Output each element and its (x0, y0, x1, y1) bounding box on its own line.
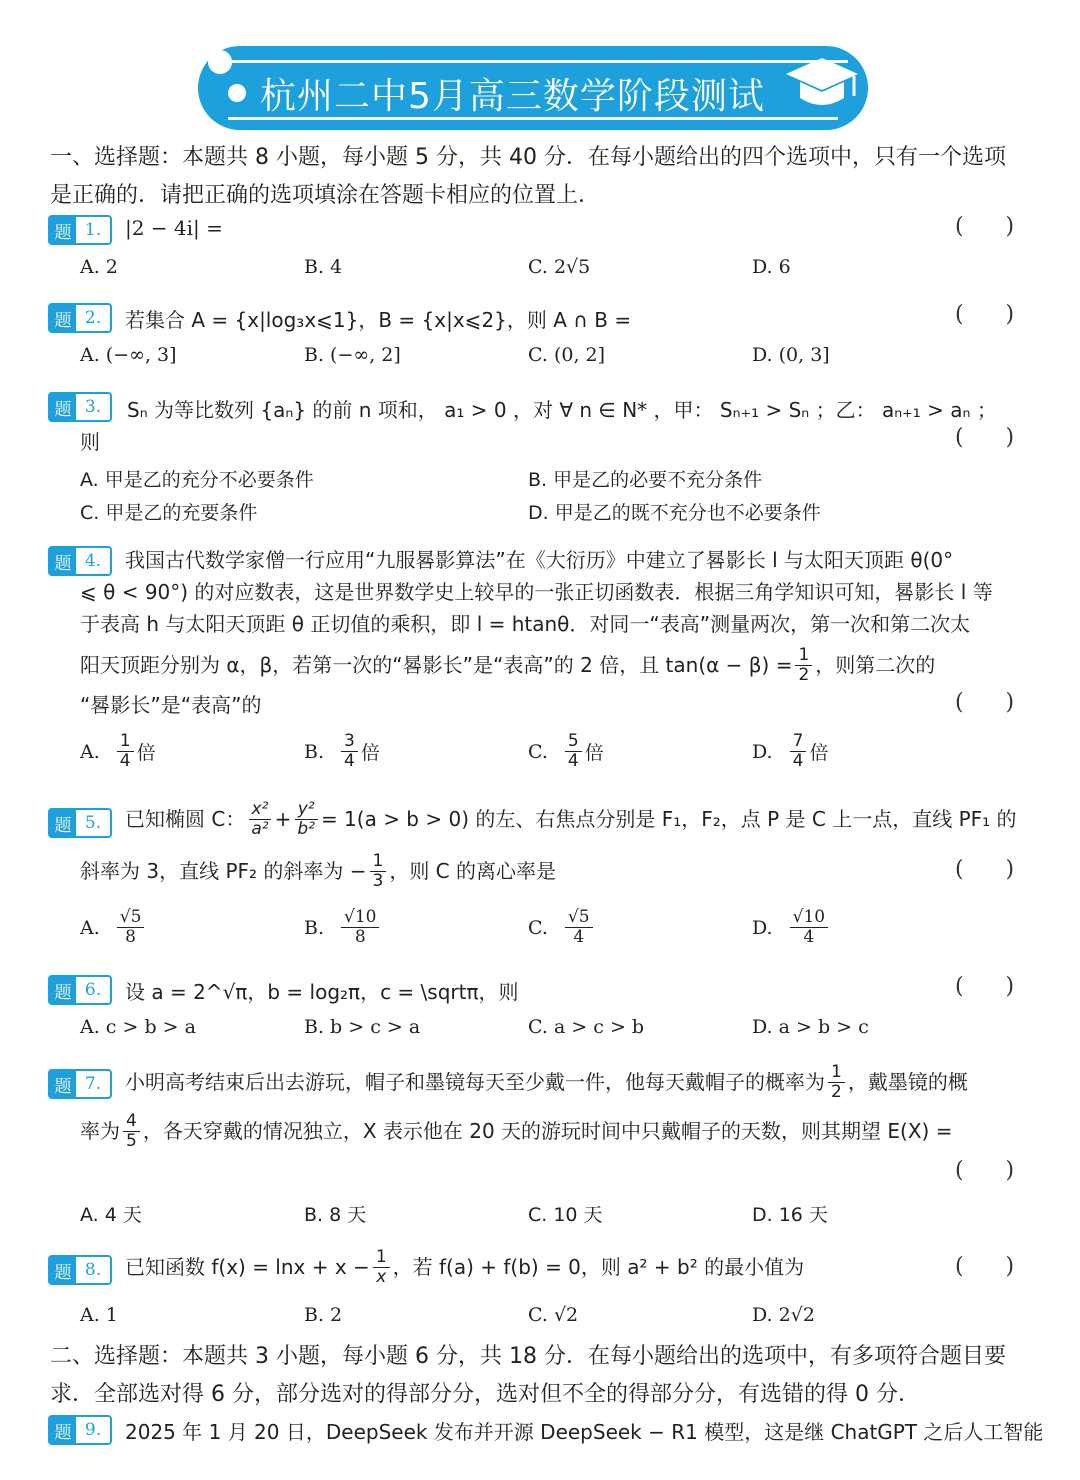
fraction-denominator: 8 (354, 927, 366, 947)
fraction-numerator: x² (249, 800, 272, 820)
option-label: D. (752, 740, 773, 763)
banner-underline (228, 117, 838, 120)
option-a: A. 甲是乙的充分不必要条件 (80, 469, 314, 491)
question-5-line2 (80, 852, 556, 891)
option-label: C. (528, 740, 548, 763)
question-5-text: = 1(a > b > 0) 的左、右焦点分别是 F₁，F₂，点 P 是 C 上一点，直线 PF₁ 的 (320, 807, 1017, 831)
question-number: 8. (84, 1260, 102, 1280)
question-tag (48, 1069, 112, 1099)
option-b: B. 8 天 (304, 1204, 367, 1226)
question-3-stem: Sₙ 为等比数列 {aₙ} 的前 n 项和， a₁ > 0 ，对 ∀ n ∈ N* ，甲： Sₙ₊₁ > Sₙ ；乙： aₙ₊₁ > aₙ ； (127, 398, 997, 422)
fraction-numerator: y² (295, 800, 318, 820)
option-d (752, 908, 831, 947)
question-number: 6. (84, 980, 102, 1000)
question-1-stem: |2 − 4i| = (125, 216, 223, 240)
fraction-denominator: 4 (119, 751, 131, 771)
question-4-line-with-fraction (80, 646, 935, 685)
answer-paren: ( ) (955, 425, 1015, 450)
fraction-numerator: 1 (117, 732, 134, 752)
banner-dot (208, 50, 232, 74)
fraction-denominator: 4 (792, 751, 804, 771)
fraction-denominator: 4 (573, 927, 585, 947)
fraction-y2-b2 (294, 800, 318, 839)
question-4-line: 我国古代数学家僧一行应用“九服晷影算法”在《大衍历》中建立了晷影长 l 与太阳天顶距 θ(0° (125, 548, 954, 572)
question-number: 2. (84, 308, 102, 328)
option-unit: 倍 (809, 742, 829, 764)
question-5-text: ，则 C 的离心率是 (389, 859, 557, 883)
question-7-text: ，各天穿戴的情况独立，X 表示他在 20 天的游玩时间中只戴帽子的天数，则其期望 E(X) = (142, 1119, 953, 1143)
fraction-denominator: 4 (567, 751, 579, 771)
option-fraction (341, 732, 358, 771)
question-4-line: “晷影长”是“表高”的 (80, 693, 262, 717)
fraction-denominator: a² (251, 819, 269, 839)
fraction-numerator: 1 (373, 1248, 390, 1268)
option-fraction (117, 908, 145, 947)
page-title: 杭州二中5月高三数学阶段测试 (260, 76, 765, 117)
tag-char: 题 (50, 977, 76, 1003)
banner-bullet (228, 84, 246, 102)
question-8-stem (125, 1248, 804, 1287)
option-fraction (790, 732, 807, 771)
question-tag (48, 808, 112, 838)
question-tag (48, 975, 112, 1005)
answer-paren: ( ) (955, 1254, 1015, 1279)
question-tag (48, 303, 112, 333)
option-d: D. a > b > c (752, 1016, 869, 1038)
option-fraction (790, 908, 828, 947)
fraction-denominator: 4 (803, 927, 815, 947)
tag-char: 题 (50, 1417, 76, 1443)
fraction-numerator: 1 (370, 852, 387, 872)
option-b: B. 2 (304, 1304, 343, 1326)
answer-paren: ( ) (955, 690, 1015, 715)
option-fraction (117, 732, 134, 771)
option-d: D. 甲是乙的既不充分也不必要条件 (528, 502, 821, 524)
tag-char: 题 (50, 810, 76, 836)
fraction-numerator: √5 (565, 908, 593, 928)
fraction-denominator: 4 (344, 751, 355, 771)
option-label: C. (528, 916, 548, 939)
option-a: A. 4 天 (80, 1204, 142, 1226)
question-number: 5. (84, 813, 102, 833)
option-c (528, 732, 604, 771)
fraction-numerator: 1 (828, 1063, 845, 1083)
question-tag (48, 215, 112, 245)
option-fraction (565, 732, 582, 771)
option-d: D. 6 (752, 256, 791, 278)
option-b: B. (−∞, 2] (304, 344, 401, 366)
option-unit: 倍 (136, 742, 156, 764)
answer-paren: ( ) (955, 1158, 1015, 1183)
answer-paren: ( ) (955, 302, 1015, 327)
option-label: B. (304, 740, 325, 763)
question-number: 1. (84, 220, 102, 240)
question-4-line: 于表高 h 与太阳天顶距 θ 正切值的乘积，即 l = htanθ．对同一“表高”测量两次，第一次和第二次太 (80, 612, 971, 636)
question-9-stem: 2025 年 1 月 20 日，DeepSeek 发布并开源 DeepSeek − R1 模型，这是继 ChatGPT 之后人工智能 (125, 1420, 1044, 1444)
option-d: D. 16 天 (752, 1204, 828, 1226)
question-5-line1: 已知椭圆 C： $\frac{\text{x²}}{\text{a²}}$ + $\frac{\text{y²}}{\text{b²}}$ = 1(a > b > 0) 的左、右焦点分别是 F₁，F₂，点 P 是 C 上一点，直线 PF₁ 的 (125, 799, 1017, 839)
tag-char: 题 (50, 217, 76, 243)
fraction-one-over-x (373, 1248, 390, 1287)
fraction-numerator: 4 (123, 1112, 140, 1132)
question-7-text: 小明高考结束后出去游玩，帽子和墨镜每天至少戴一件，他每天戴帽子的概率为 (125, 1070, 825, 1094)
option-c: C. 甲是乙的充要条件 (80, 502, 258, 524)
fraction-numerator: 3 (341, 732, 358, 752)
option-b: B. 4 (304, 256, 343, 278)
question-7-text: ，戴墨镜的概 (847, 1070, 968, 1094)
question-4-line: ⩽ θ < 90°) 的对应数表，这是世界数学史上较早的一张正切函数表．根据三角学知识可知，晷影长 l 等 (80, 580, 993, 604)
option-a: A. 2 (80, 256, 118, 278)
question-4-line-text: ，则第二次的 (815, 653, 936, 677)
answer-paren: ( ) (955, 214, 1015, 239)
fraction-numerator: √10 (341, 908, 379, 928)
option-c: C. a > c > b (528, 1016, 645, 1038)
option-a (80, 908, 147, 947)
question-4-line-text: 阳天顶距分别为 α，β，若第一次的“晷影长”是“表高”的 2 倍，且 tan(α − β) = (80, 653, 793, 677)
fraction-four-fifths (123, 1112, 140, 1151)
fraction-numerator: √5 (117, 908, 145, 928)
question-tag (48, 392, 112, 422)
option-c: C. 10 天 (528, 1204, 603, 1226)
option-b (304, 908, 382, 947)
title-banner (198, 46, 868, 130)
question-7-line1 (125, 1063, 968, 1102)
option-c: C. (0, 2] (528, 344, 606, 366)
question-5-text: 已知椭圆 C： (125, 807, 246, 831)
question-tag (48, 1255, 112, 1285)
graduation-cap-icon (784, 52, 860, 118)
option-d (752, 732, 828, 771)
question-7-text: 率为 (80, 1119, 120, 1143)
question-2-stem: 若集合 A = {x|log₃x⩽1}，B = {x|x⩽2}，则 A ∩ B = (125, 308, 632, 332)
fraction-denominator: 2 (831, 1082, 842, 1102)
tag-char: 题 (50, 1257, 76, 1283)
question-tag (48, 546, 112, 576)
option-label: A. (80, 740, 100, 763)
option-a (80, 732, 156, 771)
fraction-denominator: x (376, 1267, 387, 1287)
option-fraction (565, 908, 593, 947)
question-number: 4. (84, 551, 102, 571)
option-b: B. b > c > a (304, 1016, 421, 1038)
fraction-denominator: 2 (798, 665, 810, 685)
question-7-line2 (80, 1112, 952, 1151)
fraction-numerator: √10 (790, 908, 828, 928)
fraction-denominator: 8 (125, 927, 136, 947)
tag-char: 题 (50, 394, 76, 420)
fraction-numerator: 1 (795, 646, 812, 666)
banner-line (218, 60, 848, 63)
option-d: D. (0, 3] (752, 344, 830, 366)
question-8-text: 已知函数 f(x) = lnx + x − (125, 1255, 370, 1279)
option-b (304, 732, 380, 771)
option-label: D. (752, 916, 773, 939)
question-3-stem-end: 则 (80, 430, 100, 454)
question-number: 7. (84, 1074, 102, 1094)
tag-char: 题 (50, 548, 76, 574)
answer-paren: ( ) (955, 857, 1015, 882)
question-number: 9. (84, 1420, 102, 1440)
fraction-one-half (828, 1063, 845, 1102)
fraction-denominator: 5 (126, 1131, 137, 1151)
fraction-denominator: 3 (372, 871, 384, 891)
answer-paren: ( ) (955, 974, 1015, 999)
question-6-stem: 设 a = 2^√π，b = log₂π，c = \sqrtπ，则 (125, 980, 519, 1004)
fraction-one-half (795, 646, 812, 685)
option-label: A. (80, 916, 100, 939)
option-d: D. 2√2 (752, 1304, 815, 1326)
fraction-numerator: 7 (790, 732, 807, 752)
question-8-text: ，若 f(a) + f(b) = 0，则 a² + b² 的最小值为 (392, 1255, 805, 1279)
question-tag (48, 1415, 112, 1445)
question-number: 3. (84, 397, 102, 417)
option-a: A. 1 (80, 1304, 118, 1326)
option-a: A. (−∞, 3] (80, 344, 177, 366)
option-unit: 倍 (584, 742, 604, 764)
option-c (528, 908, 596, 947)
option-unit: 倍 (360, 742, 380, 764)
option-label: B. (304, 916, 325, 939)
fraction-numerator: 5 (565, 732, 582, 752)
option-c: C. 2√5 (528, 256, 591, 278)
option-fraction (341, 908, 379, 947)
option-c: C. √2 (528, 1304, 579, 1326)
option-b: B. 甲是乙的必要不充分条件 (528, 469, 763, 491)
section-1-instructions: 一、选择题：本题共 8 小题，每小题 5 分，共 40 分．在每小题给出的四个选项中，只有一个选项是正确的．请把正确的选项填涂在答题卡相应的位置上． (50, 145, 1006, 208)
fraction-x2-a2 (248, 800, 271, 839)
fraction-one-third (370, 852, 387, 891)
tag-char: 题 (50, 1071, 76, 1097)
fraction-denominator: b² (297, 819, 315, 839)
question-5-text: 斜率为 3，直线 PF₂ 的斜率为 − (80, 859, 367, 883)
option-a: A. c > b > a (80, 1016, 196, 1038)
section-2-instructions: 二、选择题：本题共 3 小题，每小题 6 分，共 18 分．在每小题给出的选项中，有多项符合题目要求．全部选对得 6 分，部分选对的得部分分，选对但不全的得部分分，有选错的得 0 分． (50, 1344, 1006, 1407)
tag-char: 题 (50, 305, 76, 331)
